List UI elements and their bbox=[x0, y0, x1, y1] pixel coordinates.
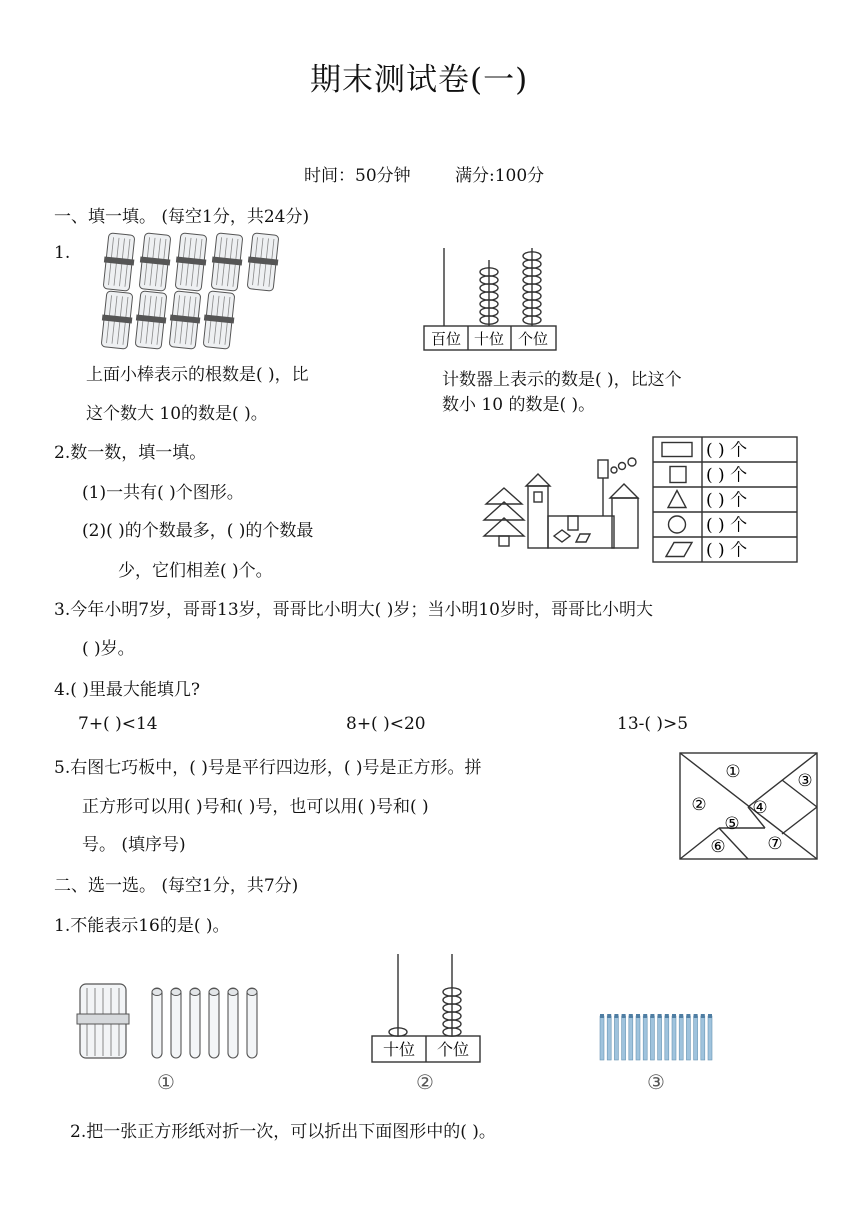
q5-line3: 号。 (填序号) bbox=[82, 835, 186, 855]
option3-sticks-illustration bbox=[596, 1012, 720, 1064]
q3-line1: 3.今年小明7岁，哥哥13岁，哥哥比小明大( )岁；当小明10岁时，哥哥比小明大 bbox=[54, 600, 653, 620]
tangram-label-7: ⑦ bbox=[767, 834, 783, 854]
thin-stick bbox=[686, 1014, 690, 1060]
thin-stick bbox=[650, 1014, 654, 1060]
exam-time: 时间：50分钟 bbox=[304, 166, 411, 186]
circle-icon bbox=[669, 516, 686, 533]
thin-stick bbox=[665, 1014, 669, 1060]
loose-stick bbox=[171, 988, 181, 1058]
stick-bundle bbox=[137, 233, 173, 292]
q3-line2: ( )岁。 bbox=[82, 639, 135, 659]
loose-stick bbox=[190, 988, 200, 1058]
q1-sticks-line2: 这个数大 10的数是( )。 bbox=[86, 404, 268, 424]
q1-abacus-line2: 数小 10 的数是( )。 bbox=[442, 395, 596, 415]
tangram-label-4: ④ bbox=[752, 798, 768, 818]
thin-stick bbox=[614, 1014, 618, 1060]
thin-stick bbox=[643, 1014, 647, 1060]
abacus-label-ones: 个位 bbox=[517, 330, 549, 348]
q4-item-3: 13-( )>5 bbox=[617, 714, 689, 734]
s2-q1-line: 1.不能表示16的是( )。 bbox=[54, 916, 230, 936]
thin-stick bbox=[694, 1014, 698, 1060]
thin-stick bbox=[701, 1014, 705, 1060]
stick-bundle bbox=[167, 291, 203, 350]
q5-line2: 正方形可以用( )号和( )号，也可以用( )号和( ) bbox=[82, 797, 429, 817]
square-icon bbox=[670, 467, 686, 483]
thin-stick bbox=[607, 1014, 611, 1060]
q4-item-2: 8+( )<20 bbox=[346, 714, 426, 734]
q1-abacus-line1: 计数器上表示的数是( )，比这个 bbox=[442, 370, 682, 390]
count-cell: ( ) 个 bbox=[706, 540, 748, 561]
thin-stick bbox=[629, 1014, 633, 1060]
q2-intro: 2.数一数，填一填。 bbox=[54, 443, 207, 463]
count-cell: ( ) 个 bbox=[706, 515, 748, 536]
loose-stick bbox=[247, 988, 257, 1058]
tangram-label-5: ⑤ bbox=[724, 814, 740, 834]
rectangle-icon bbox=[662, 443, 692, 457]
tangram-diagram bbox=[679, 752, 819, 862]
thin-stick bbox=[708, 1014, 712, 1060]
q2-part2-cont: 少，它们相差( )个。 bbox=[118, 561, 273, 581]
q1-number: 1. bbox=[54, 243, 71, 263]
thin-stick bbox=[658, 1014, 662, 1060]
option1-sticks-illustration bbox=[74, 978, 274, 1062]
q2-part2: (2)( )的个数最多，( )的个数最 bbox=[82, 521, 314, 541]
shape-count-table bbox=[652, 436, 798, 566]
s2-q2-line: 2.把一张正方形纸对折一次，可以折出下面图形中的( )。 bbox=[70, 1122, 496, 1142]
abacus-label-tens: 十位 bbox=[473, 330, 505, 348]
option2-abacus-illustration bbox=[370, 950, 486, 1068]
q5-line1: 5.右图七巧板中，( )号是平行四边形，( )号是正方形。拼 bbox=[54, 758, 482, 778]
section2-heading: 二、选一选。 (每空1分，共7分) bbox=[54, 876, 299, 896]
stick-bundle bbox=[209, 233, 245, 292]
loose-stick bbox=[152, 988, 162, 1058]
stick-bundles-illustration bbox=[100, 232, 280, 352]
shape-castle-illustration bbox=[482, 456, 642, 552]
page-title: 期末测试卷(一) bbox=[310, 62, 529, 98]
abacus2-label-tens: 十位 bbox=[382, 1040, 416, 1059]
stick-bundle bbox=[133, 291, 169, 350]
q4-intro: 4.( )里最大能填几? bbox=[54, 680, 201, 700]
abacus2-label-ones: 个位 bbox=[436, 1040, 470, 1059]
tangram-label-3: ③ bbox=[797, 771, 813, 791]
count-cell: ( ) 个 bbox=[706, 440, 748, 461]
q4-item-1: 7+( )<14 bbox=[78, 714, 158, 734]
thin-stick bbox=[636, 1014, 640, 1060]
stick-bundle bbox=[101, 233, 137, 292]
tangram-label-6: ⑥ bbox=[710, 837, 726, 857]
abacus-label-hundreds: 百位 bbox=[430, 330, 462, 348]
ten-stick-bundle bbox=[77, 984, 129, 1058]
thin-stick bbox=[622, 1014, 626, 1060]
loose-stick bbox=[209, 988, 219, 1058]
abacus-counter-illustration bbox=[422, 240, 562, 352]
stick-bundle bbox=[99, 291, 135, 350]
tangram-label-2: ② bbox=[691, 795, 707, 815]
triangle-icon bbox=[668, 491, 686, 508]
tangram-label-1: ① bbox=[725, 762, 741, 782]
option1-label: ① bbox=[157, 1070, 175, 1094]
exam-score: 满分:100分 bbox=[455, 166, 545, 186]
thin-stick bbox=[679, 1014, 683, 1060]
option3-label: ③ bbox=[647, 1070, 665, 1094]
count-cell: ( ) 个 bbox=[706, 465, 748, 486]
q1-sticks-line1: 上面小棒表示的根数是( )，比 bbox=[86, 365, 309, 385]
thin-stick bbox=[672, 1014, 676, 1060]
q2-part1: (1)一共有( )个图形。 bbox=[82, 483, 244, 503]
option2-label: ② bbox=[416, 1070, 434, 1094]
section1-heading: 一、填一填。 (每空1分，共24分) bbox=[54, 207, 310, 227]
stick-bundle bbox=[173, 233, 209, 292]
parallelogram-icon bbox=[666, 543, 692, 557]
count-cell: ( ) 个 bbox=[706, 490, 748, 511]
stick-bundle bbox=[201, 291, 237, 350]
thin-stick bbox=[600, 1014, 604, 1060]
loose-stick bbox=[228, 988, 238, 1058]
stick-bundle bbox=[245, 233, 281, 292]
six-loose-sticks bbox=[152, 988, 257, 1058]
